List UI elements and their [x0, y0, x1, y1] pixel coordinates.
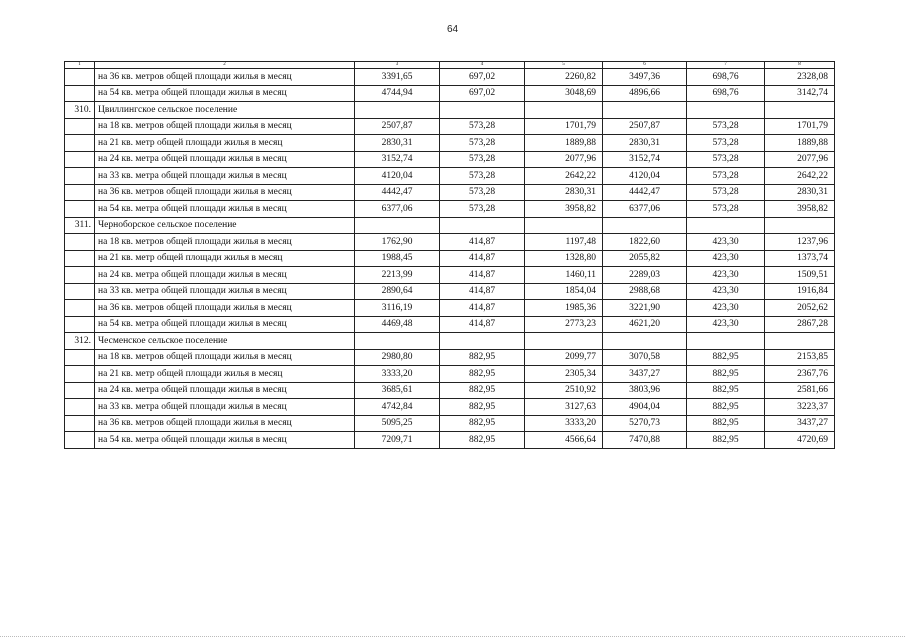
row-number-cell [65, 283, 95, 300]
value-cell-col6: 1822,60 [603, 234, 687, 251]
value-cell-col7: 423,30 [687, 316, 765, 333]
value-cell-col8: 3142,74 [765, 85, 835, 102]
value-cell-col5: 2305,34 [525, 366, 603, 383]
value-cell-col7: 698,76 [687, 69, 765, 86]
column-number: 2 [95, 62, 355, 69]
empty-cell [687, 333, 765, 350]
norm-description: на 54 кв. метра общей площади жилья в месяц [95, 316, 355, 333]
column-number: 5 [525, 62, 603, 69]
value-cell-col8: 1373,74 [765, 250, 835, 267]
column-number: 1 [65, 62, 95, 69]
value-cell-col6: 4621,20 [603, 316, 687, 333]
value-cell-col3: 1988,45 [355, 250, 440, 267]
norm-description: на 24 кв. метра общей площади жилья в месяц [95, 151, 355, 168]
value-cell-col4: 882,95 [440, 432, 525, 449]
value-cell-col4: 573,28 [440, 135, 525, 152]
value-cell-col3: 3333,20 [355, 366, 440, 383]
norm-description: на 33 кв. метра общей площади жилья в месяц [95, 399, 355, 416]
row-number-cell [65, 118, 95, 135]
value-cell-col7: 698,76 [687, 85, 765, 102]
empty-cell [603, 333, 687, 350]
row-number-cell [65, 267, 95, 284]
value-cell-col5: 1460,11 [525, 267, 603, 284]
value-cell-col5: 1328,80 [525, 250, 603, 267]
value-cell-col3: 7209,71 [355, 432, 440, 449]
value-cell-col4: 882,95 [440, 415, 525, 432]
value-cell-col3: 4120,04 [355, 168, 440, 185]
value-cell-col7: 423,30 [687, 234, 765, 251]
value-cell-col7: 423,30 [687, 250, 765, 267]
row-number-cell [65, 300, 95, 317]
norm-description: на 36 кв. метров общей площади жилья в месяц [95, 184, 355, 201]
table-row [65, 366, 835, 383]
value-cell-col4: 882,95 [440, 366, 525, 383]
value-cell-col4: 573,28 [440, 184, 525, 201]
value-cell-col3: 3116,19 [355, 300, 440, 317]
column-number: 6 [603, 62, 687, 69]
value-cell-col8: 2642,22 [765, 168, 835, 185]
norm-description: на 21 кв. метр общей площади жилья в месяц [95, 250, 355, 267]
table-row [65, 432, 835, 449]
table-row [65, 234, 835, 251]
norm-description: на 18 кв. метров общей площади жилья в месяц [95, 234, 355, 251]
norm-description: на 33 кв. метра общей площади жилья в месяц [95, 168, 355, 185]
value-cell-col5: 2830,31 [525, 184, 603, 201]
row-number-cell [65, 168, 95, 185]
value-cell-col6: 3221,90 [603, 300, 687, 317]
value-cell-col6: 2507,87 [603, 118, 687, 135]
value-cell-col6: 6377,06 [603, 201, 687, 218]
value-cell-col3: 3685,61 [355, 382, 440, 399]
value-cell-col8: 2077,96 [765, 151, 835, 168]
row-number-cell [65, 85, 95, 102]
value-cell-col7: 573,28 [687, 184, 765, 201]
table-row [65, 184, 835, 201]
empty-cell [687, 102, 765, 119]
empty-cell [440, 217, 525, 234]
empty-cell [355, 217, 440, 234]
table-row [65, 250, 835, 267]
table-row [65, 151, 835, 168]
value-cell-col7: 573,28 [687, 151, 765, 168]
empty-cell [525, 333, 603, 350]
value-cell-col4: 573,28 [440, 201, 525, 218]
column-number-row [65, 62, 835, 69]
empty-cell [440, 102, 525, 119]
table-row [65, 399, 835, 416]
empty-cell [355, 333, 440, 350]
value-cell-col3: 6377,06 [355, 201, 440, 218]
column-number: 4 [440, 62, 525, 69]
value-cell-col8: 1889,88 [765, 135, 835, 152]
value-cell-col8: 2867,28 [765, 316, 835, 333]
settlement-name: Цвиллингское сельское поселение [95, 102, 355, 119]
value-cell-col3: 2507,87 [355, 118, 440, 135]
row-number-cell [65, 250, 95, 267]
value-cell-col3: 4442,47 [355, 184, 440, 201]
value-cell-col3: 3152,74 [355, 151, 440, 168]
value-cell-col6: 2055,82 [603, 250, 687, 267]
row-number-cell [65, 69, 95, 86]
value-cell-col5: 3333,20 [525, 415, 603, 432]
value-cell-col7: 573,28 [687, 118, 765, 135]
value-cell-col5: 2642,22 [525, 168, 603, 185]
row-number-cell [65, 415, 95, 432]
value-cell-col4: 882,95 [440, 349, 525, 366]
value-cell-col7: 573,28 [687, 201, 765, 218]
value-cell-col7: 423,30 [687, 283, 765, 300]
value-cell-col7: 882,95 [687, 349, 765, 366]
value-cell-col8: 3223,37 [765, 399, 835, 416]
settlement-number: 311. [65, 217, 95, 234]
row-number-cell [65, 366, 95, 383]
row-number-cell [65, 399, 95, 416]
norm-description: на 36 кв. метров общей площади жилья в месяц [95, 415, 355, 432]
row-number-cell [65, 349, 95, 366]
value-cell-col5: 1701,79 [525, 118, 603, 135]
value-cell-col6: 4442,47 [603, 184, 687, 201]
column-number: 7 [687, 62, 765, 69]
value-cell-col4: 573,28 [440, 118, 525, 135]
value-cell-col4: 573,28 [440, 168, 525, 185]
empty-cell [525, 217, 603, 234]
value-cell-col5: 2260,82 [525, 69, 603, 86]
norm-description: на 54 кв. метра общей площади жилья в месяц [95, 201, 355, 218]
value-cell-col5: 3958,82 [525, 201, 603, 218]
table-row [65, 267, 835, 284]
row-number-cell [65, 201, 95, 218]
value-cell-col8: 1916,84 [765, 283, 835, 300]
row-number-cell [65, 432, 95, 449]
norm-description: на 21 кв. метр общей площади жилья в месяц [95, 135, 355, 152]
empty-cell [765, 217, 835, 234]
value-cell-col5: 2077,96 [525, 151, 603, 168]
column-number: 3 [355, 62, 440, 69]
value-cell-col3: 2830,31 [355, 135, 440, 152]
value-cell-col7: 882,95 [687, 432, 765, 449]
value-cell-col3: 4744,94 [355, 85, 440, 102]
value-cell-col5: 1197,48 [525, 234, 603, 251]
settlement-row [65, 217, 835, 234]
value-cell-col7: 573,28 [687, 135, 765, 152]
norm-description: на 54 кв. метра общей площади жилья в месяц [95, 432, 355, 449]
value-cell-col3: 2980,80 [355, 349, 440, 366]
value-cell-col7: 573,28 [687, 168, 765, 185]
value-cell-col4: 697,02 [440, 69, 525, 86]
value-cell-col4: 882,95 [440, 399, 525, 416]
value-cell-col3: 3391,65 [355, 69, 440, 86]
table-row [65, 415, 835, 432]
value-cell-col7: 423,30 [687, 267, 765, 284]
scan-edge-line [0, 636, 905, 638]
value-cell-col4: 414,87 [440, 283, 525, 300]
value-cell-col3: 2890,64 [355, 283, 440, 300]
norm-description: на 21 кв. метр общей площади жилья в месяц [95, 366, 355, 383]
empty-cell [765, 333, 835, 350]
value-cell-col6: 4120,04 [603, 168, 687, 185]
value-cell-col5: 1889,88 [525, 135, 603, 152]
settlement-name: Черноборское сельское поселение [95, 217, 355, 234]
value-cell-col7: 882,95 [687, 399, 765, 416]
row-number-cell [65, 382, 95, 399]
value-cell-col7: 882,95 [687, 366, 765, 383]
value-cell-col8: 1237,96 [765, 234, 835, 251]
value-cell-col6: 7470,88 [603, 432, 687, 449]
norm-description: на 18 кв. метров общей площади жилья в месяц [95, 118, 355, 135]
value-cell-col8: 3437,27 [765, 415, 835, 432]
tariff-table [64, 61, 835, 449]
value-cell-col3: 2213,99 [355, 267, 440, 284]
page-number: 64 [446, 24, 459, 35]
value-cell-col6: 2830,31 [603, 135, 687, 152]
norm-description: на 18 кв. метров общей площади жилья в месяц [95, 349, 355, 366]
value-cell-col4: 414,87 [440, 234, 525, 251]
value-cell-col6: 5270,73 [603, 415, 687, 432]
empty-cell [440, 333, 525, 350]
value-cell-col4: 882,95 [440, 382, 525, 399]
value-cell-col3: 4742,84 [355, 399, 440, 416]
table-row [65, 201, 835, 218]
value-cell-col8: 2153,85 [765, 349, 835, 366]
value-cell-col5: 2510,92 [525, 382, 603, 399]
empty-cell [603, 217, 687, 234]
norm-description: на 54 кв. метра общей площади жилья в месяц [95, 85, 355, 102]
value-cell-col5: 3127,63 [525, 399, 603, 416]
value-cell-col4: 573,28 [440, 151, 525, 168]
value-cell-col5: 2773,23 [525, 316, 603, 333]
value-cell-col4: 414,87 [440, 267, 525, 284]
value-cell-col3: 4469,48 [355, 316, 440, 333]
value-cell-col8: 1701,79 [765, 118, 835, 135]
row-number-cell [65, 184, 95, 201]
table-row [65, 316, 835, 333]
table-row [65, 85, 835, 102]
settlement-number: 312. [65, 333, 95, 350]
value-cell-col4: 414,87 [440, 300, 525, 317]
value-cell-col4: 697,02 [440, 85, 525, 102]
value-cell-col5: 1854,04 [525, 283, 603, 300]
value-cell-col6: 4896,66 [603, 85, 687, 102]
row-number-cell [65, 135, 95, 152]
value-cell-col8: 2367,76 [765, 366, 835, 383]
settlement-row [65, 333, 835, 350]
value-cell-col6: 3497,36 [603, 69, 687, 86]
table-row [65, 118, 835, 135]
value-cell-col5: 4566,64 [525, 432, 603, 449]
empty-cell [603, 102, 687, 119]
settlement-row [65, 102, 835, 119]
norm-description: на 33 кв. метра общей площади жилья в месяц [95, 283, 355, 300]
row-number-cell [65, 234, 95, 251]
value-cell-col6: 4904,04 [603, 399, 687, 416]
table-row [65, 382, 835, 399]
value-cell-col6: 2289,03 [603, 267, 687, 284]
value-cell-col7: 423,30 [687, 300, 765, 317]
norm-description: на 36 кв. метров общей площади жилья в месяц [95, 69, 355, 86]
value-cell-col5: 3048,69 [525, 85, 603, 102]
settlement-name: Чесменское сельское поселение [95, 333, 355, 350]
value-cell-col4: 414,87 [440, 250, 525, 267]
empty-cell [687, 217, 765, 234]
table-row [65, 69, 835, 86]
value-cell-col8: 1509,51 [765, 267, 835, 284]
table-row [65, 300, 835, 317]
value-cell-col7: 882,95 [687, 382, 765, 399]
table-row [65, 283, 835, 300]
norm-description: на 36 кв. метров общей площади жилья в месяц [95, 300, 355, 317]
value-cell-col6: 3070,58 [603, 349, 687, 366]
table-row [65, 168, 835, 185]
value-cell-col8: 4720,69 [765, 432, 835, 449]
value-cell-col8: 2830,31 [765, 184, 835, 201]
norm-description: на 24 кв. метра общей площади жилья в месяц [95, 382, 355, 399]
empty-cell [525, 102, 603, 119]
value-cell-col3: 5095,25 [355, 415, 440, 432]
value-cell-col8: 2581,66 [765, 382, 835, 399]
value-cell-col8: 2052,62 [765, 300, 835, 317]
settlement-number: 310. [65, 102, 95, 119]
table-row [65, 135, 835, 152]
value-cell-col6: 2988,68 [603, 283, 687, 300]
empty-cell [765, 102, 835, 119]
row-number-cell [65, 151, 95, 168]
value-cell-col6: 3437,27 [603, 366, 687, 383]
value-cell-col5: 1985,36 [525, 300, 603, 317]
value-cell-col6: 3803,96 [603, 382, 687, 399]
value-cell-col7: 882,95 [687, 415, 765, 432]
value-cell-col8: 2328,08 [765, 69, 835, 86]
empty-cell [355, 102, 440, 119]
value-cell-col8: 3958,82 [765, 201, 835, 218]
value-cell-col6: 3152,74 [603, 151, 687, 168]
value-cell-col3: 1762,90 [355, 234, 440, 251]
value-cell-col4: 414,87 [440, 316, 525, 333]
row-number-cell [65, 316, 95, 333]
table-row [65, 349, 835, 366]
value-cell-col5: 2099,77 [525, 349, 603, 366]
norm-description: на 24 кв. метра общей площади жилья в месяц [95, 267, 355, 284]
column-number: 8 [765, 62, 835, 69]
